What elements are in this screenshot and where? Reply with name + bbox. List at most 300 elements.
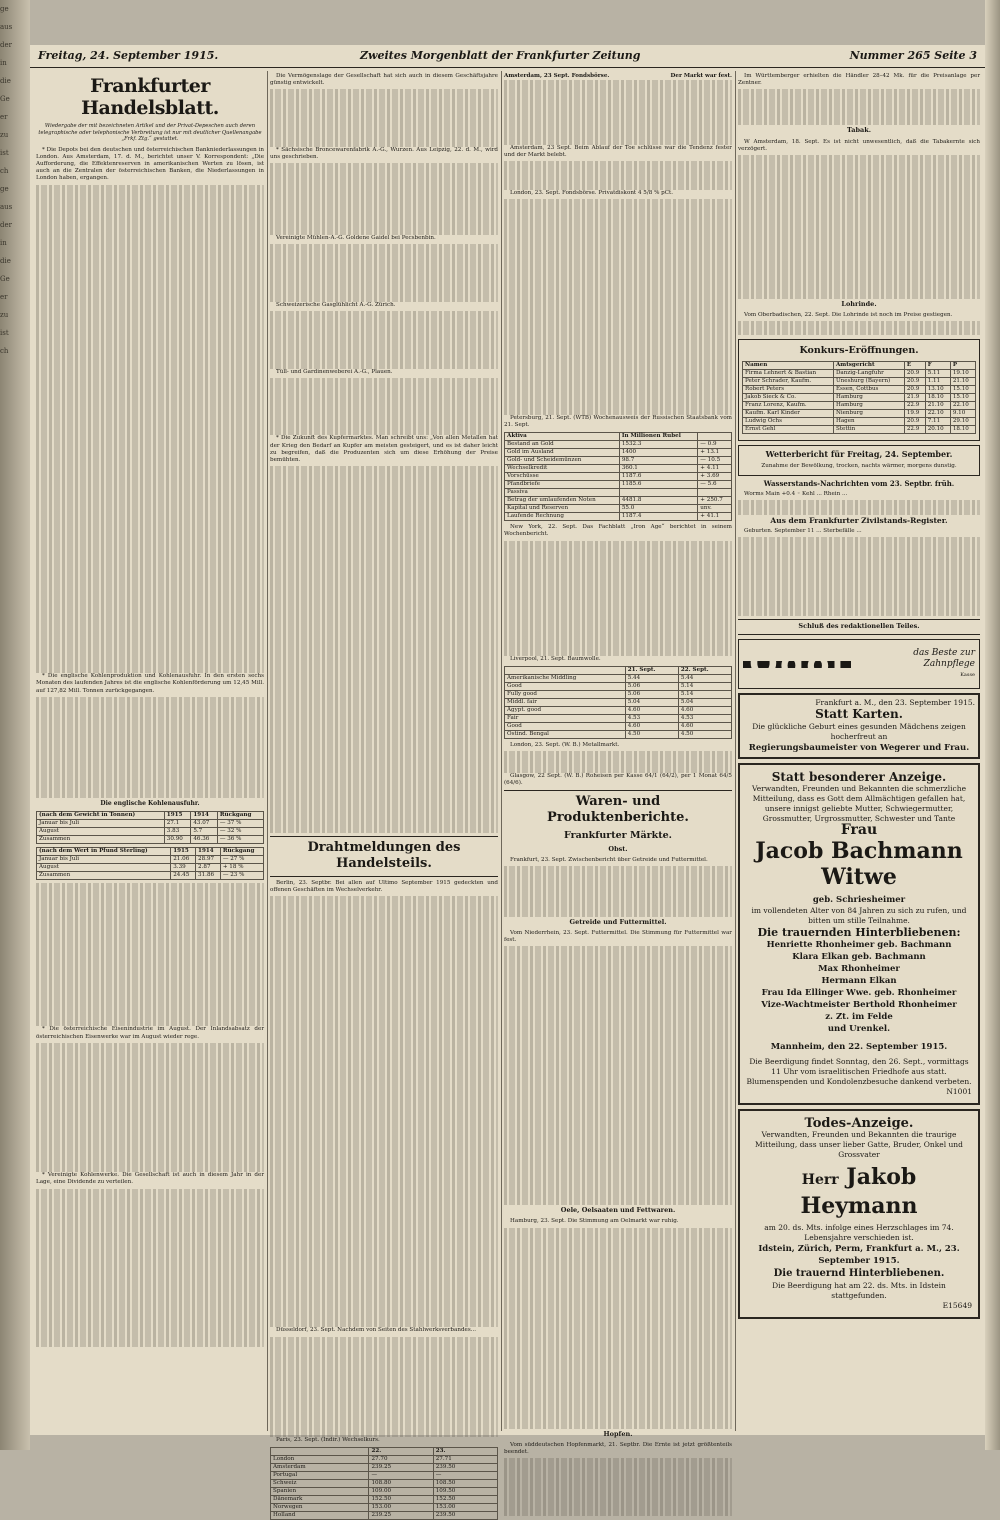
bourse-title: Amsterdam, 23 Sept. Fondsbörse. (504, 73, 610, 79)
divider (738, 634, 980, 635)
table-cell: Hamburg (833, 402, 904, 410)
table-cell: — 32 % (217, 827, 263, 835)
table-header-cell: (nach dem Wert in Pfund Sterling) (37, 847, 171, 855)
article-paragraph: * Sächsische Broncewarenfabrik A.-G., Wurzen. Aus Leipzig, 22. d. M., wird uns geschrieben. (270, 146, 498, 161)
table-cell: Ägypt. good (505, 706, 626, 714)
table-row (37, 871, 264, 879)
table-cell: 5.06 (625, 682, 678, 690)
announcement-place: Mannheim, den 22. September 1915. (770, 1042, 948, 1053)
odol-small: Kasse (960, 671, 975, 678)
table-row (743, 426, 976, 434)
bourse-tendency: Der Markt war fest. (670, 73, 732, 79)
article-paragraph: Berlin, 23. Septbr. Bei allen auf Ultimo September 1915 gedeckten und offenen Geschäften im Wechselverkehr. (270, 879, 498, 893)
column-rule (735, 71, 736, 1431)
divider (738, 619, 980, 620)
odol-slogan-line: Zahnpflege (923, 658, 975, 669)
table-cell: Amerikanische Middling (505, 674, 626, 682)
announcement-text: im vollendeten Alter von 84 Jahren zu sich zu rufen, und bitten um stille Teilnahme. (751, 905, 967, 925)
table-cell: Kaufm. Karl Kinder (743, 410, 834, 418)
table-cell: 22.10 (925, 410, 950, 418)
odol-logo: Odol (743, 661, 851, 668)
column-2 (270, 73, 498, 1519)
table-cell: — 37 % (217, 819, 263, 827)
announcement-title: Herr (801, 1172, 839, 1189)
table-row (743, 386, 976, 394)
table-header-cell: 1915 (164, 811, 191, 819)
table-cell: Hagen (833, 418, 904, 426)
mourners-list (746, 939, 972, 1035)
table-cell: Firma Lehnert & Bastian (743, 370, 834, 378)
article-paragraph: Vereinigte Mühlen-A.-G. Goldene Gaidel bei Pecsbenbin. (276, 235, 436, 242)
table-cell: 27.71 (433, 1456, 497, 1464)
table-cell: Bestand an Gold (505, 441, 620, 449)
table-cell: 18.10 (950, 426, 975, 434)
table-cell: Uneshurg (Bayern) (833, 378, 904, 386)
table-header-cell: Amtsgericht (833, 362, 904, 370)
announcement-name: Regierungsbaumeister von Wegerer und Frau. (748, 742, 970, 753)
text-block (738, 155, 980, 299)
article-paragraph: Die Vermögenslage der Gesellschaft hat sich auch in diesem Geschäftsjahre günstig entwickelt. (270, 73, 498, 87)
table-row (271, 1456, 498, 1464)
table-cell: 21.10 (950, 378, 975, 386)
table-cell: — 36 % (217, 835, 263, 843)
section-title: Konkurs-Eröffnungen. (799, 345, 919, 357)
table-cell: Dänemark (271, 1496, 369, 1504)
table-header-cell (505, 666, 626, 674)
table-cell: Laufende Rechnung (505, 513, 620, 521)
subsection-title: Oele, Oelsaaten und Fettwaren. (560, 1206, 676, 1215)
article-paragraph: W Amsterdam, 18. Sept. Es ist nicht unwesentlich, daß die Tabakernte sich verzögert. (738, 138, 980, 152)
article-paragraph: * Die österreichische Eisenindustrie im August. Der Inlandsabsatz der österreichischen Eisenwerke war im August wieder rege. (36, 1026, 264, 1040)
column-rule (267, 71, 268, 1431)
table-cell: 1.11 (925, 378, 950, 386)
table-row (505, 730, 732, 738)
column-4 (738, 73, 980, 1433)
right-page-edge (985, 0, 1000, 1450)
table-cell: — 23 % (220, 871, 263, 879)
mourner-name: Vize-Wachtmeister Berthold Rhonheimer (761, 1000, 957, 1011)
table-row (505, 489, 732, 497)
table-row (505, 505, 732, 513)
table-cell: + 18 % (220, 863, 263, 871)
cotton-table (504, 666, 732, 739)
announcement-text: Die Beerdigung hat am 22. ds. Mts. in Idstein stattgefunden. (772, 1280, 946, 1300)
table-cell: 20.10 (925, 426, 950, 434)
table-cell: 1185.6 (619, 481, 697, 489)
article-paragraph: London, 23. Sept. (W. B.) Metallmarkt. (510, 741, 620, 748)
announcement-heading: Todes-Anzeige. (804, 1116, 914, 1132)
table-cell: 3.39 (171, 863, 196, 871)
table-row (271, 1464, 498, 1472)
mourner-name: Frau Ida Ellinger Wwe. geb. Rhonheimer (761, 988, 957, 999)
table-header-cell: Rückgang (217, 811, 263, 819)
announcement-date: Frankfurt a. M., den 23. September 1915. (815, 698, 975, 708)
table-header-cell (698, 433, 732, 441)
table-cell: Januar bis Juli (37, 819, 165, 827)
article-paragraph: London, 23. Sept. Fondsbörse. Privatdiskont 4 5/8 % pCt. (510, 190, 674, 197)
subsection-title: Obst. (608, 845, 628, 854)
table-cell: 5.14 (678, 690, 731, 698)
table-cell: Peter Schrader, Kaufm. (743, 378, 834, 386)
table-cell: — (433, 1472, 497, 1480)
mourner-name: Klara Elkan geb. Bachmann (792, 952, 926, 963)
table-cell: 1187.4 (619, 513, 697, 521)
mourner-name: Henriette Rhonheimer geb. Bachmann (766, 940, 952, 951)
table-header-cell: F (925, 362, 950, 370)
exchange-rate-table (270, 1447, 498, 1520)
table-row (271, 1504, 498, 1512)
table-row (505, 714, 732, 722)
article-paragraph: Frankfurt, 23. Sept. Zwischenbericht über Getreide und Futtermittel. (510, 857, 708, 864)
table-cell: 15.10 (950, 394, 975, 402)
table-cell: 5.06 (625, 690, 678, 698)
article-paragraph: New York, 22. Sept. Das Fachblatt „Iron Age“ berichtet in seinem Wochenbericht. (504, 524, 732, 538)
text-block (504, 161, 732, 190)
table-row (505, 682, 732, 690)
table-row (271, 1488, 498, 1496)
table-cell: 108.50 (433, 1480, 497, 1488)
table-cell: 21.9 (904, 394, 925, 402)
text-block (504, 1458, 732, 1516)
table-header-cell: P (950, 362, 975, 370)
section-title: Frankfurter Handelsblatt. (81, 75, 219, 119)
table-cell: 22.10 (950, 402, 975, 410)
maiden-name: geb. Schriesheimer (812, 894, 906, 905)
table-cell: Betrag der umlaufenden Noten (505, 497, 620, 505)
article-paragraph: Düsseldorf, 23. Sept. Nachdem von Seiten des Stahlwerksverbandes... (276, 1327, 477, 1334)
announcement-code: E15649 (942, 1300, 972, 1310)
birth-announcement (738, 693, 980, 758)
table-cell: + 250.7 (698, 497, 732, 505)
table-cell: Kapital und Reserven (505, 505, 620, 513)
table-cell: + 3.69 (698, 473, 732, 481)
table-cell: Good (505, 682, 626, 690)
table-cell: 7.11 (925, 418, 950, 426)
table-header-cell: 21. Sept. (625, 666, 678, 674)
table-cell: Ostind. Bengal (505, 730, 626, 738)
subsection-title: Hopfen. (603, 1429, 633, 1438)
death-announcement-bachmann (738, 763, 980, 1106)
table-cell: 27.1 (164, 819, 191, 827)
text-block (270, 244, 498, 302)
table-cell: 4.60 (625, 722, 678, 730)
article-paragraph: * Vereinigte Kohlenwerke. Die Gesellschaft ist auch in diesem Jahr in der Lage, eine Dividende zu verteilen. (36, 1172, 264, 1186)
table-row (271, 1472, 498, 1480)
table-header-cell: 1914 (196, 847, 221, 855)
weather-text: Zunahme der Bewölkung, trocken, nachts wärmer, morgens dunstig. (761, 462, 957, 469)
water-level-text: Worms Main +0.4 ◦ Kehl ... Rhein ... (744, 491, 848, 498)
text-block (504, 946, 732, 1205)
table-cell: 109.50 (433, 1488, 497, 1496)
text-block (270, 378, 498, 436)
table-header-cell: In Millionen Rubel (619, 433, 697, 441)
text-block (270, 311, 498, 369)
text-block (738, 537, 980, 616)
table-cell: 29.10 (950, 418, 975, 426)
table-cell: Middl. fair (505, 698, 626, 706)
text-block (270, 466, 498, 833)
editorial-end: Schluß des redaktionellen Teiles. (798, 622, 920, 631)
announcement-text: Verwandten, Freunden und Bekannten die traurige Mitteilung, dass unser lieber Gatte, Bruder, Onkel und Grossvater (755, 1130, 963, 1160)
newspaper-page (30, 45, 985, 1519)
table-cell: 5.14 (678, 682, 731, 690)
table-cell: Pfandbriefe (505, 481, 620, 489)
announcement-heading: Statt besonderer Anzeige. (771, 769, 947, 784)
column-3 (504, 73, 732, 1456)
table-header-cell (271, 1448, 369, 1456)
table-title: Die englische Kohlenausfuhr. (100, 799, 200, 807)
announcement-title: Frau (840, 821, 878, 838)
bankruptcy-table (742, 361, 976, 434)
table-cell: 239.25 (369, 1464, 433, 1472)
subsection-title: Getreide und Futtermittel. (569, 917, 667, 926)
mourner-name: und Urenkel. (827, 1024, 891, 1035)
table-cell: 43.07 (191, 819, 218, 827)
table-cell: August (37, 863, 171, 871)
table-cell: 239.25 (369, 1512, 433, 1520)
bourse-header (504, 73, 732, 80)
article-paragraph: Paris, 23. Sept. (Indir.) Wechselkurs. (276, 1437, 380, 1444)
table-header-cell: Aktiva (505, 433, 620, 441)
civil-register-title: Aus dem Frankfurter Zivilstands-Register. (770, 515, 948, 525)
table-row (505, 465, 732, 473)
bankruptcy-box (738, 339, 980, 441)
table-cell: Gold- und Scheidemünzen (505, 457, 620, 465)
table-row (271, 1512, 498, 1520)
table-cell: 20.9 (904, 378, 925, 386)
text-block (504, 866, 732, 916)
table-cell: 4.60 (678, 706, 731, 714)
table-cell: Fully good (505, 690, 626, 698)
table-cell: 31.86 (196, 871, 221, 879)
table-cell: — 27 % (220, 855, 263, 863)
text-block (36, 185, 264, 674)
article-paragraph: * Die Zukunft des Kupfermarktes. Man schreibt uns: „Von allen Metallen hat der Krieg den Bedarf an Kupfer am meisten gesteigert, und es ist daher leicht zu begreifen, daß die Produzenten sich um diese Erhöhung der Preise bemühten. (270, 435, 498, 463)
table-cell: 360.1 (619, 465, 697, 473)
text-block (36, 883, 264, 1027)
table-cell: 24.45 (171, 871, 196, 879)
table-cell: 5.44 (625, 674, 678, 682)
weather-title: Wetterbericht für Freitag, 24. September. (765, 449, 953, 460)
state-bank-table (504, 432, 732, 521)
table-cell: 18.10 (925, 394, 950, 402)
odol-advertisement (738, 639, 980, 689)
text-block (738, 89, 980, 125)
text-block (504, 541, 732, 656)
deceased-name: Jacob Bachmann Witwe (755, 837, 963, 890)
table-row (505, 722, 732, 730)
table-cell: — 10.5 (698, 457, 732, 465)
table-cell: 4.60 (678, 722, 731, 730)
article-paragraph: Petersburg, 21. Sept. (WTB) Wochenausweis der Russischen Staatsbank vom 21. Sept. (504, 414, 732, 429)
table-cell: 20.9 (904, 386, 925, 394)
table-row (505, 457, 732, 465)
paper-name: Zweites Morgenblatt der Frankfurter Zeitung (360, 49, 641, 62)
table-row (505, 698, 732, 706)
table-cell: 153.00 (369, 1504, 433, 1512)
article-paragraph: Vom Oberbadischen, 22. Sept. Die Lohrinde ist noch im Preise gestiegen. (744, 311, 953, 318)
table-row (271, 1496, 498, 1504)
mourners-heading: Die trauernd Hinterbliebenen. (773, 1268, 945, 1280)
table-header-cell: 22. Sept. (678, 666, 731, 674)
table-row (505, 690, 732, 698)
table-cell: 152.50 (369, 1496, 433, 1504)
table-cell: 4.50 (678, 730, 731, 738)
table-cell: 239.50 (433, 1464, 497, 1472)
mourner-name: Max Rhonheimer (818, 964, 900, 975)
issue-date: Freitag, 24. September 1915. (38, 49, 219, 62)
article-paragraph: Liverpool, 21. Sept. Baumwolle. (510, 655, 601, 662)
quote-table (504, 80, 732, 145)
table-cell: 13.10 (925, 386, 950, 394)
table-row (505, 706, 732, 714)
announcement-text: Verwandten, Freunden und Bekannten die schmerzliche Mitteilung, dass es Gott dem Allmächtigen gefallen hat, unsere innigst geliebte Mutter, Schwiegermutter, Grossmutter, Urgrossmutter, Schwester und Tante (751, 783, 967, 823)
table-cell: Ernst Gehl (743, 426, 834, 434)
article-paragraph: Hamburg, 23. Sept. Die Stimmung am Oelmarkt war ruhig. (510, 1218, 679, 1225)
table-cell: Robert Peters (743, 386, 834, 394)
table-cell: 20.9 (904, 370, 925, 378)
table-cell: Amsterdam (271, 1464, 369, 1472)
table-cell: 4481.8 (619, 497, 697, 505)
divider (270, 876, 498, 877)
article-paragraph: Amsterdam, 23 Sept. Beim Ablauf der Toe schlüsse war die Tendenz fester und der Markt belebt. (504, 144, 732, 159)
text-block (36, 1189, 264, 1347)
article-paragraph: * Die englische Kohlenproduktion und Kohlenausfuhr. In den ersten sechs Monaten des laufenden Jahres ist die englische Kohlenförderung um 12,45 Mill. auf 127,82 Mill. Tonnen zurückgegangen. (36, 673, 264, 694)
announcement-text: Die glückliche Geburt eines gesunden Mädchens zeigen hocherfreut an (752, 721, 966, 741)
table-row (505, 674, 732, 682)
table-row (505, 513, 732, 521)
mourner-name: z. Zt. im Felde (825, 1012, 893, 1023)
text-block (270, 1337, 498, 1438)
deceased-name-text: Jakob Heymann (800, 1164, 918, 1220)
table-cell: Good (505, 722, 626, 730)
deceased-name (746, 1164, 972, 1219)
table-cell: 108.80 (369, 1480, 433, 1488)
table-cell: 1532.3 (619, 441, 697, 449)
announcement-place: Idstein, Zürich, Perm, Frankfurt a. M., 23. September 1915. (758, 1244, 960, 1267)
subsection-title: Tabak. (847, 126, 871, 135)
table-cell: 19.9 (904, 410, 925, 418)
table-cell: Zusammen (37, 871, 171, 879)
text-block (738, 500, 980, 514)
table-cell: Ludwig Ochs (743, 418, 834, 426)
text-block (504, 199, 732, 415)
table-cell: Hamburg (833, 394, 904, 402)
text-block (738, 321, 980, 335)
table-cell: 21.06 (171, 855, 196, 863)
table-header-cell: (nach dem Gewicht in Tonnen) (37, 811, 165, 819)
table-cell: Nienburg (833, 410, 904, 418)
text-block (270, 896, 498, 1327)
article-paragraph: Vom süddeutschen Hopfenmarkt, 21. Septbr. Die Ernte ist jetzt größtenteils beendet. (504, 1442, 732, 1456)
table-row (505, 481, 732, 489)
left-page-edge: ge aus der in die Ge er zu ist ch ge aus der in die Ge er zu ist ch (0, 0, 30, 1450)
text-block (504, 1228, 732, 1429)
coal-export-value-table (36, 847, 264, 880)
article-paragraph: Vom Niederrhein, 23. Sept. Futtermittel. Die Stimmung für Futtermittel war fest. (504, 929, 732, 944)
table-cell: 98.7 (619, 457, 697, 465)
table-cell: Fair (505, 714, 626, 722)
table-row (743, 418, 976, 426)
table-cell: 15.10 (950, 386, 975, 394)
table-cell: Wechselkredit (505, 465, 620, 473)
subsection-title: Lohrinde. (841, 299, 877, 308)
table-cell: Holland (271, 1512, 369, 1520)
table-cell: 28.97 (196, 855, 221, 863)
table-cell: 4.50 (625, 730, 678, 738)
table-cell: + 41.1 (698, 513, 732, 521)
text-block (270, 163, 498, 235)
table-cell: — 0.9 (698, 441, 732, 449)
table-row (505, 449, 732, 457)
table-cell (698, 489, 732, 497)
section-title: Drahtmeldungen des Handelsteils. (307, 839, 461, 871)
table-cell: 27.70 (369, 1456, 433, 1464)
table-cell: 22.9 (904, 402, 925, 410)
table-header-cell: 23. (433, 1448, 497, 1456)
table-cell: 4.53 (625, 714, 678, 722)
table-cell: Danzig-Langfuhr (833, 370, 904, 378)
announcement-code: N1001 (946, 1087, 972, 1097)
table-cell: 2.87 (196, 863, 221, 871)
table-row (505, 473, 732, 481)
table-cell: 5.04 (625, 698, 678, 706)
article-paragraph: Im Württemberger erhielten die Händler 28–42 Mk. für die Preisanlage per Zentner. (738, 73, 980, 87)
table-cell: Portugal (271, 1472, 369, 1480)
table-cell: Zusammen (37, 835, 165, 843)
table-cell: Gold im Ausland (505, 449, 620, 457)
announcement-heading: Statt Karten. (815, 707, 903, 722)
article-paragraph: Schweizerische Gasglühlicht A.-G. Zürich. (276, 301, 396, 308)
copyright-note: Wiedergabe der mit bezeichneten Artikel und der Privat-Depeschen auch deren telegraphische oder telephonische Verbreitung ist nur mit deutlicher Quellenangabe „Frkf. Ztg.“ gestattet. (38, 123, 262, 142)
article-paragraph: Glasgow, 22 Sept. (W. B.) Roheisen per Kasse 64/1 (64/2), per 1 Monat 64/5 (64/6). (504, 772, 732, 786)
table-cell (619, 489, 697, 497)
divider (504, 790, 732, 791)
table-cell: 46.36 (191, 835, 218, 843)
masthead (30, 45, 985, 68)
table-cell: Schweiz (271, 1480, 369, 1488)
table-header-cell: Rückgang (220, 847, 263, 855)
table-cell: 20.9 (904, 418, 925, 426)
table-row (37, 819, 264, 827)
table-cell: Passiva (505, 489, 620, 497)
table-row (743, 410, 976, 418)
table-cell: August (37, 827, 165, 835)
table-cell: Januar bis Juli (37, 855, 171, 863)
table-cell: 1187.6 (619, 473, 697, 481)
table-cell: Spanien (271, 1488, 369, 1496)
table-cell: Jakob Sieck & Co. (743, 394, 834, 402)
table-row (743, 378, 976, 386)
civil-register-text: Geburten. September 11 ... Sterbefälle ... (744, 527, 862, 534)
table-cell: 5.7 (191, 827, 218, 835)
table-cell: 4.53 (678, 714, 731, 722)
table-cell: — 5.6 (698, 481, 732, 489)
table-cell: 5.11 (925, 370, 950, 378)
text-block (270, 89, 498, 147)
table-header-cell: 1915 (171, 847, 196, 855)
table-cell: Norwegen (271, 1504, 369, 1512)
table-cell: unv. (698, 505, 732, 513)
announcement-text: am 20. ds. Mts. infolge eines Herzschlages im 74. Lebensjahre verschieden ist. (764, 1223, 954, 1243)
table-cell: 9.10 (950, 410, 975, 418)
table-cell: 152.50 (433, 1496, 497, 1504)
table-cell: Franz Lorenz, Kaufm. (743, 402, 834, 410)
table-cell: 153.00 (433, 1504, 497, 1512)
table-row (37, 835, 264, 843)
text-block (36, 697, 264, 798)
text-block (504, 751, 732, 773)
